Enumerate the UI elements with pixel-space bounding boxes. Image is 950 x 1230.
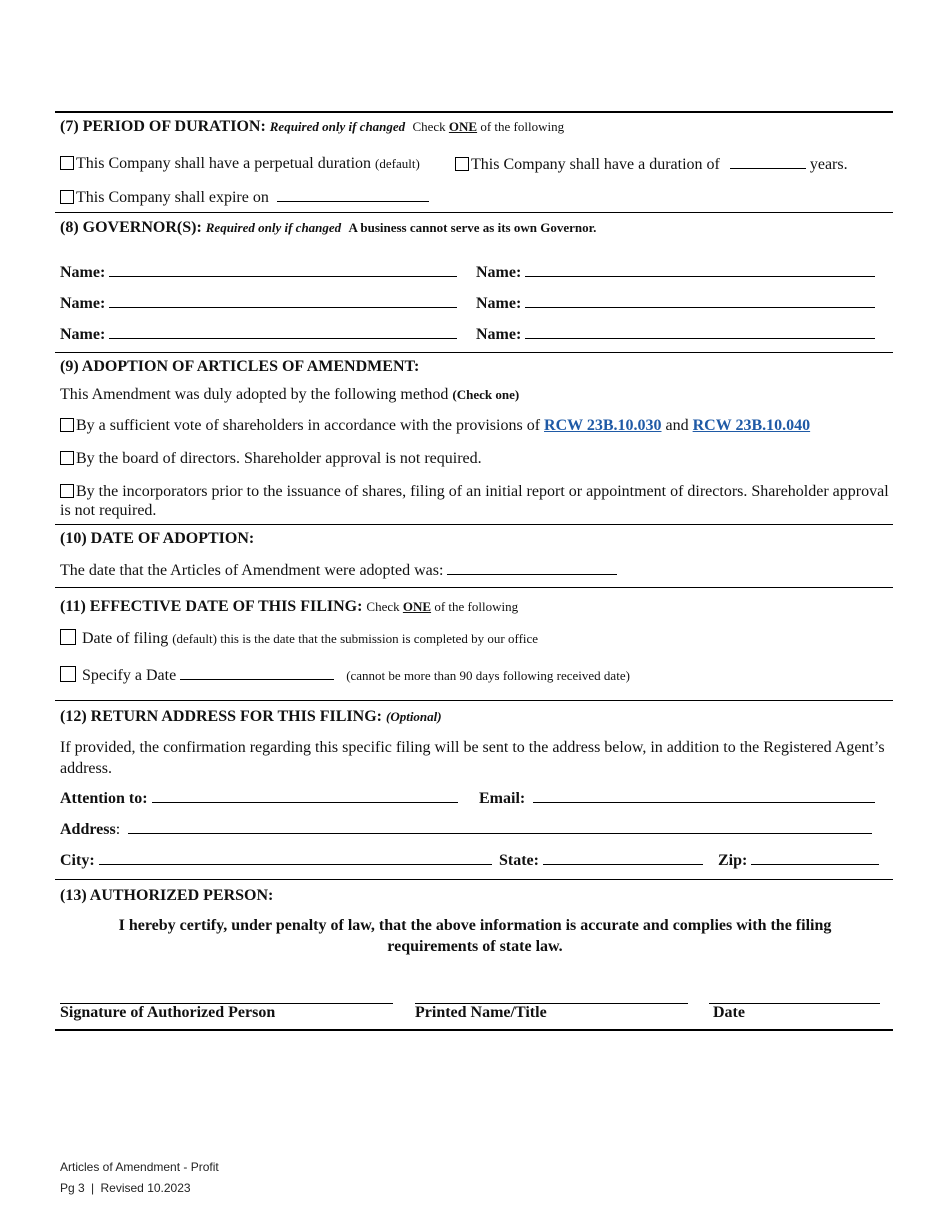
governor-name-field-6[interactable] — [525, 325, 875, 339]
duration-checkbox[interactable] — [455, 157, 469, 171]
section-7-required-note: Required only if changed — [269, 119, 406, 134]
rcw-23b-10-030-link[interactable]: RCW 23B.10.030 — [544, 417, 662, 434]
adoption-option-incorporators[interactable] — [60, 482, 890, 520]
address-label: Address — [60, 821, 116, 838]
effective-option-filing-date[interactable] — [60, 629, 538, 648]
optional-note: (Optional) — [385, 709, 442, 724]
address-field[interactable] — [128, 820, 872, 834]
section-9-title: (9) ADOPTION OF ARTICLES OF AMENDMENT: — [60, 358, 420, 375]
section-7-top-rule — [55, 111, 893, 113]
section-8-header — [60, 219, 596, 237]
email-row — [479, 789, 875, 808]
governor-name-field-5[interactable] — [109, 325, 457, 339]
governor-name-field-3[interactable] — [109, 294, 457, 308]
signature-label: Signature of Authorized Person — [60, 1004, 276, 1021]
business-governor-note: A business cannot serve as its own Governor. — [348, 220, 597, 235]
name-label: Name: — [476, 326, 522, 343]
shareholders-checkbox[interactable] — [60, 418, 74, 432]
check-post-text: of the following — [434, 599, 519, 614]
perpetual-default-note: (default) — [375, 156, 420, 171]
section-12-title: (12) RETURN ADDRESS FOR THIS FILING: — [60, 708, 382, 725]
name-label: Name: — [60, 326, 106, 343]
footer-page-number: Pg 3 — [60, 1181, 85, 1195]
duration-years-option[interactable] — [455, 155, 848, 174]
section-13-bottom-rule — [55, 1029, 893, 1031]
governor-name-6 — [476, 325, 875, 344]
incorporators-checkbox[interactable] — [60, 484, 74, 498]
duration-unit: years. — [809, 156, 848, 173]
footer-separator: | — [91, 1181, 95, 1195]
board-checkbox[interactable] — [60, 451, 74, 465]
zip-label: Zip: — [718, 852, 748, 869]
footer-revised: Revised 10.2023 — [100, 1181, 191, 1195]
printed-name-label: Printed Name/Title — [415, 1004, 547, 1021]
expire-checkbox[interactable] — [60, 190, 74, 204]
date-label: Date — [713, 1004, 745, 1021]
section-11-top-rule — [55, 587, 893, 588]
attention-row — [60, 789, 458, 808]
section-12-header — [60, 708, 442, 726]
address-row — [60, 820, 872, 839]
address-colon: : — [115, 821, 121, 838]
name-label: Name: — [60, 264, 106, 281]
filing-date-label: Date of filing — [82, 630, 169, 647]
governor-name-field-2[interactable] — [525, 263, 875, 277]
expire-option[interactable] — [60, 188, 429, 207]
section-8-top-rule — [55, 212, 893, 213]
perpetual-checkbox[interactable] — [60, 156, 74, 170]
attention-field[interactable] — [152, 789, 458, 803]
check-one-text: ONE — [402, 599, 432, 614]
rcw-23b-10-040-link[interactable]: RCW 23B.10.040 — [692, 417, 811, 434]
adoption-option-board[interactable] — [60, 450, 482, 468]
section-13-top-rule — [55, 879, 893, 880]
zip-field[interactable] — [751, 851, 879, 865]
effective-option-specify-date[interactable] — [60, 666, 630, 685]
section-8-required-note: Required only if changed — [205, 220, 342, 235]
check-text: Check — [412, 119, 446, 134]
footer-page-info — [60, 1181, 191, 1195]
section-7-header — [60, 118, 564, 136]
state-field[interactable] — [543, 851, 703, 865]
city-row — [60, 851, 492, 870]
filing-date-note: (default) this is the date that the submission is completed by our office — [172, 631, 539, 646]
duration-label: This Company shall have a duration of — [471, 156, 720, 173]
check-one-note: (Check one) — [452, 387, 520, 402]
specify-date-note: (cannot be more than 90 days following received date) — [346, 668, 630, 683]
adoption-option-shareholders[interactable] — [60, 417, 810, 435]
section-9-top-rule — [55, 352, 893, 353]
governor-name-5 — [60, 325, 457, 344]
governor-name-3 — [60, 294, 457, 313]
state-label: State: — [499, 852, 539, 869]
section-8-title: (8) GOVERNOR(S): — [60, 219, 202, 236]
adoption-date-row — [60, 561, 617, 580]
email-label: Email: — [479, 790, 526, 807]
adoption-intro-text: This Amendment was duly adopted by the following method — [60, 386, 449, 403]
governor-name-field-4[interactable] — [525, 294, 875, 308]
section-11-title: (11) EFFECTIVE DATE OF THIS FILING: — [60, 598, 363, 615]
and-text: and — [665, 417, 689, 434]
shareholders-label: By a sufficient vote of shareholders in accordance with the provisions of — [76, 417, 541, 434]
specify-date-field[interactable] — [180, 666, 334, 680]
footer-doc-title: Articles of Amendment - Profit — [60, 1160, 219, 1174]
specify-date-label: Specify a Date — [82, 667, 177, 684]
city-field[interactable] — [99, 851, 492, 865]
section-13-title: (13) AUTHORIZED PERSON: — [60, 887, 274, 904]
adoption-date-label: The date that the Articles of Amendment were adopted was: — [60, 562, 444, 579]
check-text: Check — [366, 599, 400, 614]
section-12-top-rule — [55, 700, 893, 701]
incorporators-label: By the incorporators prior to the issuance of shares, filing of an initial report or appointment of directors. Shareholder approval is not required. — [60, 483, 889, 519]
governor-name-2 — [476, 263, 875, 282]
specify-date-checkbox[interactable] — [60, 666, 76, 682]
governor-name-1 — [60, 263, 457, 282]
name-label: Name: — [60, 295, 106, 312]
section-10-top-rule — [55, 524, 893, 525]
section-7-title: (7) PERIOD OF DURATION: — [60, 118, 266, 135]
certification-statement: I hereby certify, under penalty of law, that the above information is accurate and complies with the filing requirements of state law. — [118, 917, 832, 955]
attention-label: Attention to: — [60, 790, 148, 807]
expire-date-field[interactable] — [277, 188, 429, 202]
email-field[interactable] — [533, 789, 875, 803]
governor-name-field-1[interactable] — [109, 263, 457, 277]
return-address-intro: If provided, the confirmation regarding this specific filing will be sent to the address below, in addition to the Registered Agent’s address. — [60, 739, 885, 777]
zip-row — [718, 851, 879, 870]
name-label: Name: — [476, 264, 522, 281]
perpetual-label: This Company shall have a perpetual duration — [76, 155, 372, 172]
section-11-header — [60, 598, 518, 616]
section-10-title: (10) DATE OF ADOPTION: — [60, 530, 255, 547]
filing-date-checkbox[interactable] — [60, 629, 76, 645]
perpetual-duration-option[interactable] — [60, 155, 420, 173]
state-row — [499, 851, 703, 870]
name-label: Name: — [476, 295, 522, 312]
board-label: By the board of directors. Shareholder approval is not required. — [76, 450, 482, 467]
city-label: City: — [60, 852, 95, 869]
duration-years-field[interactable] — [730, 155, 806, 169]
governor-name-4 — [476, 294, 875, 313]
check-one-text: ONE — [448, 119, 478, 134]
adoption-date-field[interactable] — [447, 561, 617, 575]
section-9-intro — [60, 386, 519, 404]
expire-label: This Company shall expire on — [76, 189, 269, 206]
check-post-text: of the following — [480, 119, 565, 134]
